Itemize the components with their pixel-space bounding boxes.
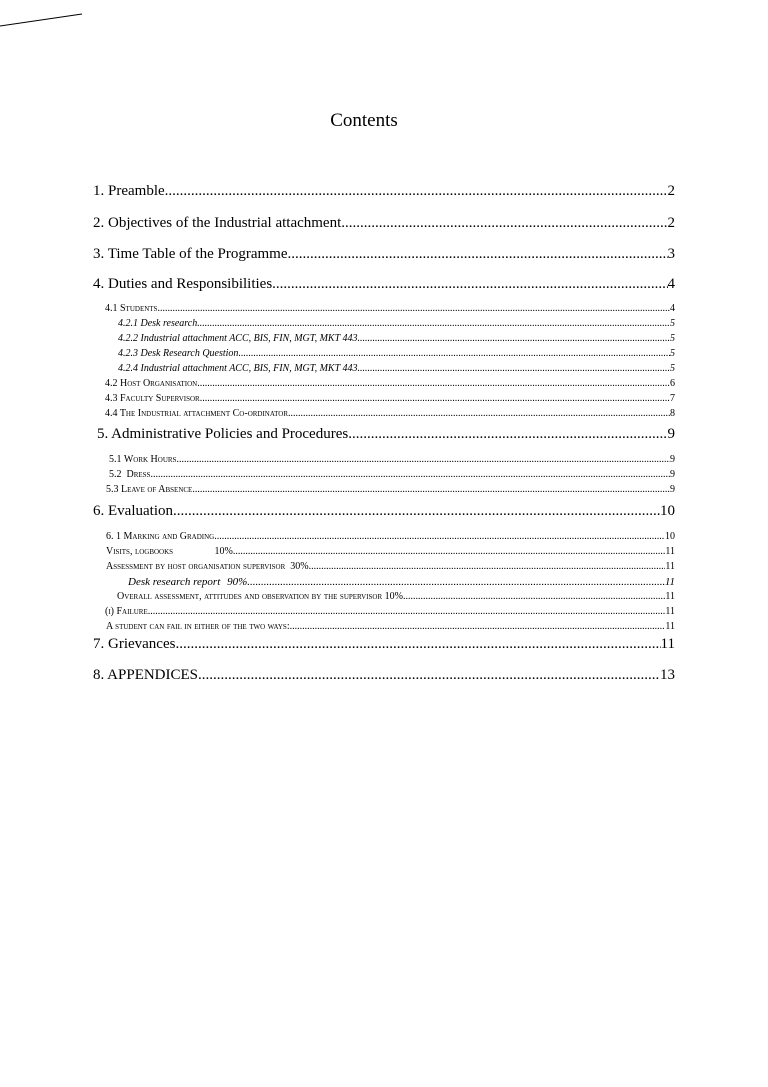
toc-entry-label: 4.2.2 Industrial attachment ACC, BIS, FIN, MGT, MKT 443.	[118, 333, 360, 344]
toc-leader-dots	[198, 667, 660, 684]
toc-entry-work-hours[interactable]	[93, 454, 675, 465]
toc-entry-duties[interactable]	[93, 276, 675, 293]
toc-leader-dots	[148, 606, 666, 617]
toc-entry-label: 5. Administrative Policies and Procedures	[97, 426, 349, 442]
toc-entry-label: Desk research report	[128, 576, 221, 588]
toc-leader-dots	[272, 276, 667, 293]
toc-entry-label: 4.2 Host Organisation	[105, 378, 198, 389]
toc-leader-dots	[165, 183, 668, 200]
toc-page-number: 8	[670, 408, 675, 419]
toc-entry-percentage: 10%	[214, 546, 233, 557]
toc-leader-dots	[214, 531, 665, 542]
toc-page-number: 11	[665, 606, 675, 617]
toc-page-number: 5	[670, 363, 675, 374]
toc-leader-dots	[403, 591, 665, 602]
toc-leader-dots	[173, 503, 660, 520]
toc-entry-desk-research-report[interactable]	[93, 576, 675, 588]
toc-entry-label: 5.3 Leave of Absence	[106, 484, 193, 495]
toc-entry-industrial-attachment-2[interactable]	[93, 363, 675, 374]
toc-entry-students[interactable]	[93, 303, 675, 314]
toc-leader-dots	[360, 363, 670, 374]
toc-entry-label: 4.4 The Industrial attachment Co-ordinator	[105, 408, 289, 419]
toc-leader-dots	[176, 454, 670, 465]
toc-entry-host-supervisor-assessment[interactable]	[93, 561, 675, 572]
toc-entry-dress[interactable]	[93, 469, 675, 480]
toc-leader-dots	[341, 215, 667, 232]
page-title: Contents	[330, 110, 398, 131]
toc-page-number: 11	[665, 561, 675, 572]
toc-page-number: 2	[667, 215, 675, 231]
toc-entry-fail-ways[interactable]	[93, 621, 675, 632]
toc-entry-label: 4.3 Faculty Supervisor	[105, 393, 200, 404]
toc-leader-dots	[290, 621, 666, 632]
toc-page-number: 11	[665, 621, 675, 632]
toc-entry-appendices[interactable]	[93, 667, 675, 684]
toc-leader-dots	[200, 393, 670, 404]
toc-leader-dots	[192, 484, 670, 495]
toc-leader-dots	[238, 348, 670, 359]
toc-page-number: 9	[670, 469, 675, 480]
toc-page-number: 5	[670, 333, 675, 344]
toc-entry-visits-logbooks[interactable]	[93, 546, 675, 557]
toc-entry-host-organisation[interactable]	[93, 378, 675, 389]
toc-leader-dots	[150, 469, 670, 480]
toc-page-number: 10	[660, 503, 675, 519]
toc-entry-label: 4.2.1 Desk research	[118, 318, 198, 329]
toc-leader-dots	[288, 246, 668, 263]
toc-page-number: 9	[670, 484, 675, 495]
toc-entry-objectives[interactable]	[93, 215, 675, 232]
toc-entry-label: 6. Evaluation	[93, 503, 173, 519]
toc-leader-dots	[309, 561, 666, 572]
toc-entry-label: 2. Objectives of the Industrial attachment	[93, 215, 342, 231]
toc-page-number: 11	[660, 636, 675, 652]
toc-page-number: 13	[660, 667, 675, 683]
toc-entry-label: 4.2.4 Industrial attachment ACC, BIS, FIN, MGT, MKT 443.	[118, 363, 360, 374]
toc-entry-label: 3. Time Table of the Programme	[93, 246, 288, 262]
toc-page-number: 4	[667, 276, 675, 292]
toc-entry-label: Visits, logbooks	[106, 546, 174, 557]
toc-page-number: 11	[665, 591, 675, 602]
toc-entry-label: A student can fail in either of the two ways:	[106, 621, 290, 632]
toc-leader-dots	[288, 408, 670, 419]
toc-page-number: 3	[667, 246, 675, 262]
toc-entry-faculty-supervisor[interactable]	[93, 393, 675, 404]
toc-leader-dots	[197, 378, 670, 389]
toc-leader-dots	[175, 636, 660, 653]
toc-page-number: 5	[670, 318, 675, 329]
toc-page-number: 9	[667, 426, 675, 442]
toc-entry-label: Assessment by host organisation supervisor 30%	[106, 561, 309, 572]
toc-entry-overall-assessment[interactable]	[93, 591, 675, 602]
corner-scan-line	[0, 0, 90, 30]
toc-entry-label: 5.1 Work Hours	[109, 454, 177, 465]
toc-entry-grievances[interactable]	[93, 636, 675, 653]
toc-page-number: 10	[665, 531, 675, 542]
toc-entry-failure[interactable]	[93, 606, 675, 617]
toc-page-number: 6	[670, 378, 675, 389]
toc-entry-desk-research[interactable]	[93, 318, 675, 329]
toc-leader-dots	[233, 546, 665, 557]
toc-leader-dots	[360, 333, 670, 344]
toc-entry-label: 1. Preamble	[93, 183, 165, 199]
toc-page-number: 11	[665, 546, 675, 557]
toc-entry-evaluation[interactable]	[93, 503, 675, 520]
toc-entry-percentage: 90%	[227, 576, 248, 588]
toc-entry-label: 4. Duties and Responsibilities	[93, 276, 273, 292]
toc-entry-coordinator[interactable]	[93, 408, 675, 419]
toc-page-number: 7	[670, 393, 675, 404]
toc-leader-dots	[247, 576, 665, 588]
toc-entry-industrial-attachment-1[interactable]	[93, 333, 675, 344]
toc-entry-preamble[interactable]	[93, 183, 675, 200]
toc-entry-label: 7. Grievances	[93, 636, 176, 652]
toc-entry-label: 8. APPENDICES	[93, 667, 199, 683]
toc-page-number: 9	[670, 454, 675, 465]
toc-page-number: 2	[667, 183, 675, 199]
toc-page-number: 5	[670, 348, 675, 359]
toc-entry-label: 4.1 Students	[105, 303, 158, 314]
toc-entry-administrative-policies[interactable]	[93, 426, 675, 443]
toc-page-number: 4	[670, 303, 675, 314]
toc-entry-label: 4.2.3 Desk Research Question	[118, 348, 239, 359]
toc-leader-dots	[157, 303, 670, 314]
toc-entry-time-table[interactable]	[93, 246, 675, 263]
toc-entry-label: (i) Failure	[105, 606, 148, 617]
toc-page-number: 11	[664, 576, 675, 588]
toc-leader-dots	[348, 426, 667, 443]
toc-entry-leave-of-absence[interactable]	[93, 484, 675, 495]
toc-entry-label: 5.2 Dress	[109, 469, 151, 480]
toc-entry-label: Overall assessment, attitudes and observation by the supervisor 10%	[117, 591, 403, 602]
toc-leader-dots	[197, 318, 670, 329]
toc-entry-label: 6. 1 Marking and Grading	[106, 531, 215, 542]
toc-entry-desk-research-question[interactable]	[93, 348, 675, 359]
toc-entry-marking-grading[interactable]	[93, 531, 675, 542]
